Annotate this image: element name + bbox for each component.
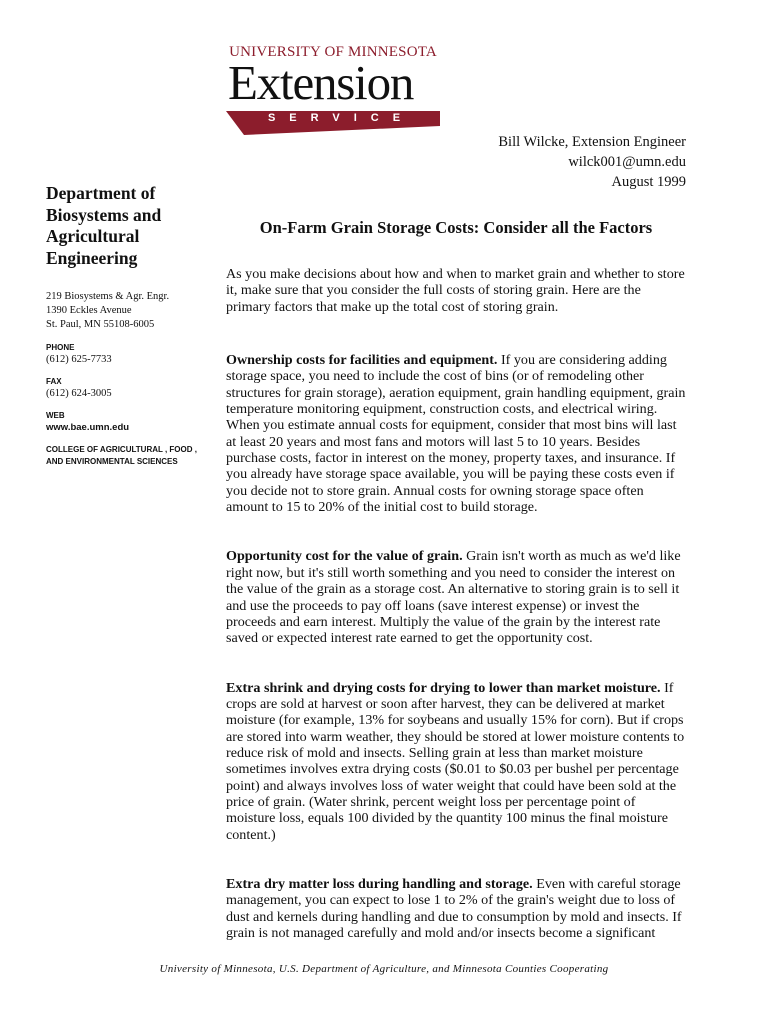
mailing-address: [46, 290, 216, 332]
section-heading: Ownership costs for facilities and equipment.: [226, 352, 498, 369]
address-line: St. Paul, MN 55108-6005: [46, 319, 155, 330]
department-name: Department of Biosystems and Agricultural Engineering: [46, 183, 162, 268]
section-paragraph: [226, 680, 688, 843]
section-heading: Extra shrink and drying costs for drying to lower than market moisture.: [226, 679, 661, 696]
extension-wordmark: Extension: [228, 55, 414, 110]
sidebar: [46, 183, 216, 468]
section-paragraph: [226, 876, 688, 941]
author-name: Bill Wilcke, Extension Engineer: [498, 134, 686, 150]
section-heading: Extra dry matter loss during handling and storage.: [226, 875, 533, 892]
document-body: [226, 266, 688, 941]
section-heading: Opportunity cost for the value of grain.: [226, 548, 463, 565]
web-label: WEB: [46, 411, 65, 420]
service-label: SERVICE: [267, 112, 415, 124]
address-line: 219 Biosystems & Agr. Engr.: [46, 291, 170, 302]
fax-label: FAX: [46, 377, 62, 386]
web-link[interactable]: www.bae.umn.edu: [46, 422, 130, 433]
college-name: COLLEGE OF AGRICULTURAL , FOOD , AND ENVIRONMENTAL SCIENCES: [46, 445, 197, 466]
author-block: [430, 132, 686, 192]
page-footer: University of Minnesota, U.S. Department of Agriculture, and Minnesota Counties Cooperating: [159, 963, 609, 975]
section-paragraph: [226, 352, 688, 515]
section-text: Even with careful storage management, you can expect to lose 1 to 2% of the grain's weight due to loss of dust and kernels during handling and due to consumption by mold and insects. If grain is not managed carefully and mold and/or insects become a significant: [226, 875, 682, 941]
extension-logo: [226, 44, 440, 140]
section-text: Grain isn't worth as much as we'd like right now, but it's still worth something and you need to consider the interest on the value of the grain as a storage cost. An alternative to storing grain is to sell it and use the proceeds to pay off loans (save interest expense) or invest the proceeds and earn interest. Multiply the value of the grain by the interest rate saved or expected interest rate earned to get the opportunity cost.: [226, 548, 681, 647]
publication-date: August 1999: [611, 174, 686, 190]
author-email: wilck001@umn.edu: [568, 154, 686, 170]
address-line: 1390 Eckles Avenue: [46, 305, 132, 316]
intro-paragraph: As you make decisions about how and when to market grain and whether to store it, make sure that you consider the full costs of storing grain. Here are the primary factors that make up the total cost of storing grain.: [226, 266, 685, 315]
section-paragraph: [226, 548, 688, 646]
university-name: UNIVERSITY OF MINNESOTA: [229, 44, 437, 60]
phone-label: PHONE: [46, 343, 75, 352]
section-text: If crops are sold at harvest or soon after harvest, they can be delivered at market moisture (for example, 13% for soybeans and usually 15% for corn). But if crops are stored into warm weather, they should be stored at lower moisture contents to reduce risk of mold and insects. Selling grain at less than market moisture sometimes involves extra drying costs ($0.01 to $0.03 per bushel per percentage point) and always involves loss of water weight that could have been sold at the price of grain. (Water shrink, percent weight loss per percentage point of moisture loss, equals 100 divided by the quantity 100 minus the final moisture content.): [226, 679, 685, 843]
fax-number: (612) 624-3005: [46, 388, 112, 399]
phone-number: (612) 625-7733: [46, 354, 112, 365]
section-text: If you are considering adding storage space, you need to include the cost of bins (or of remodeling other structures for grain storage), aeration equipment, grain handling equipment, grain temperature monitoring equipment, construction costs, and electrical wiring. When you estimate annual costs for equipment, consider that most bins will last at least 20 years and most fans and motors will last 5 to 10 years. Besides purchase costs, factor in interest on the money, property taxes, and insurance. If you already have storage space available, you will be paying these costs even if you decide not to store grain. Annual costs for owning storage space often amount to 15 to 20% of the initial cost to build storage.: [226, 352, 686, 516]
document-title: On-Farm Grain Storage Costs: Consider all the Factors: [259, 218, 653, 237]
